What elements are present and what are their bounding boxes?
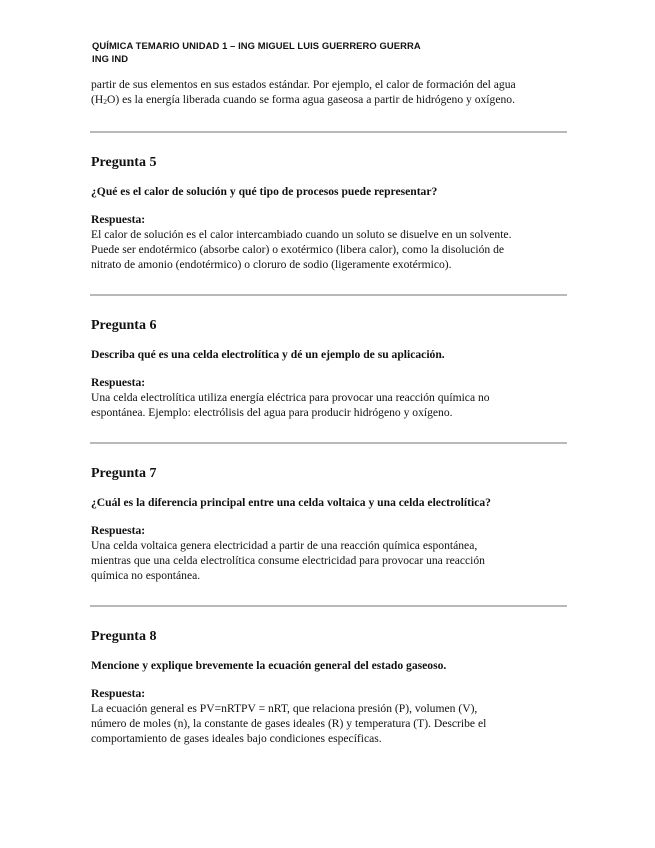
intro-text: (H <box>91 93 104 106</box>
answer-line: espontánea. Ejemplo: electrólisis del agua para producir hidrógeno y oxígeno. <box>91 406 453 419</box>
document-header <box>92 39 421 65</box>
question-section <box>91 628 566 746</box>
answer-label: Respuesta: <box>91 376 146 389</box>
question-text: Describa qué es una celda electrolítica y dé un ejemplo de su aplicación. <box>91 348 445 361</box>
answer-line: comportamiento de gases ideales bajo condiciones específicas. <box>91 732 382 745</box>
answer-text <box>91 227 566 272</box>
answer-text <box>91 701 566 746</box>
answer-text <box>91 390 566 420</box>
question-title: Pregunta 7 <box>91 466 157 481</box>
answer-line: Una celda electrolítica utiliza energía eléctrica para provocar una reacción química no <box>91 391 490 404</box>
answer-label: Respuesta: <box>91 213 146 226</box>
answer-line: número de moles (n), la constante de gases ideales (R) y temperatura (T). Describe el <box>91 717 487 730</box>
question-section <box>91 317 566 420</box>
answer-line: La ecuación general es PV=nRTPV = nRT, que relaciona presión (P), volumen (V), <box>91 702 478 715</box>
answer-text <box>91 538 566 583</box>
question-text: ¿Cuál es la diferencia principal entre una celda voltaica y una celda electrolítica? <box>91 496 491 509</box>
answer-line: Puede ser endotérmico (absorbe calor) o exotérmico (libera calor), como la disolución de <box>91 243 505 256</box>
question-section <box>91 154 566 272</box>
section-divider <box>90 294 567 296</box>
header-subtitle: ING IND <box>92 53 129 64</box>
question-text: Mencione y explique brevemente la ecuación general del estado gaseoso. <box>91 659 447 672</box>
question-title: Pregunta 6 <box>91 318 157 333</box>
answer-label: Respuesta: <box>91 524 146 537</box>
answer-line: nitrato de amonio (endotérmico) o cloruro de sodio (ligeramente exotérmico). <box>91 258 452 271</box>
header-title: QUÍMICA TEMARIO UNIDAD 1 – ING MIGUEL LUIS GUERRERO GUERRA <box>92 40 421 51</box>
subscript: 2 <box>103 97 107 106</box>
question-title: Pregunta 5 <box>91 155 157 170</box>
section-divider <box>90 442 567 444</box>
answer-line: Una celda voltaica genera electricidad a partir de una reacción química espontánea, <box>91 539 478 552</box>
question-text: ¿Qué es el calor de solución y qué tipo de procesos puede representar? <box>91 185 438 198</box>
section-divider <box>90 131 567 133</box>
intro-paragraph <box>91 77 566 109</box>
intro-text: O) es la energía liberada cuando se forma agua gaseosa a partir de hidrógeno y oxígeno. <box>106 93 515 106</box>
question-title: Pregunta 8 <box>91 629 157 644</box>
answer-line: química no espontánea. <box>91 569 201 582</box>
answer-line: El calor de solución es el calor intercambiado cuando un soluto se disuelve en un solvente. <box>91 228 512 241</box>
intro-line: partir de sus elementos en sus estados estándar. Por ejemplo, el calor de formación del agua <box>91 78 516 91</box>
question-section <box>91 465 566 583</box>
section-divider <box>90 605 567 607</box>
answer-label: Respuesta: <box>91 687 146 700</box>
intro-line <box>91 92 566 109</box>
document-body <box>91 77 566 746</box>
answer-line: mientras que una celda electrolítica consume electricidad para provocar una reacción <box>91 554 485 567</box>
